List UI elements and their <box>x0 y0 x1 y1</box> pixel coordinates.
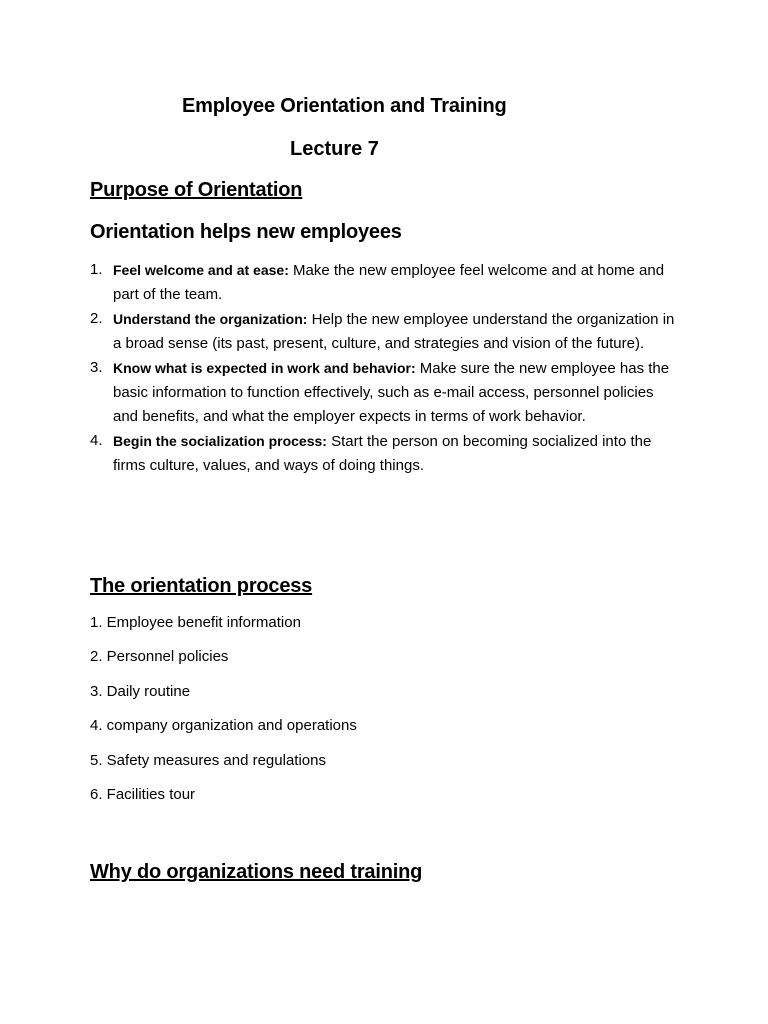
document-title: Employee Orientation and Training <box>182 95 507 117</box>
purpose-item-text: Help the new employee understand the organization in a broad sense (its past, present, culture, and strategies and vision of the future). <box>113 311 675 352</box>
process-item: 6. Facilities tour <box>90 785 196 803</box>
process-item: 1. Employee benefit information <box>90 614 301 631</box>
purpose-heading: Purpose of Orientation <box>90 179 303 201</box>
process-heading: The orientation process <box>90 575 313 597</box>
purpose-item-number: 1. <box>90 261 103 278</box>
training-heading: Why do organizations need training <box>90 861 423 883</box>
purpose-item <box>90 356 680 429</box>
process-item: 4. company organization and operations <box>90 717 357 735</box>
purpose-item-number: 2. <box>90 310 103 327</box>
purpose-item <box>90 429 680 478</box>
process-item: 3. Daily routine <box>90 682 191 700</box>
purpose-item-text: Make sure the new employee has the basic information to function effectively, such as e-mail access, personnel policies and benefits, and what the employer expects in terms of work behavior. <box>113 360 670 425</box>
purpose-item-number: 4. <box>90 432 103 449</box>
purpose-item-term: Feel welcome and at ease: <box>113 262 289 278</box>
purpose-item-term: Know what is expected in work and behavior: <box>113 360 416 376</box>
purpose-item-text: Start the person on becoming socialized into the firms culture, values, and ways of doing things. <box>113 433 652 474</box>
process-item: 2. Personnel policies <box>90 648 229 666</box>
purpose-item-number: 3. <box>90 359 103 376</box>
purpose-list <box>90 258 680 478</box>
purpose-item-term: Understand the organization: <box>113 311 308 327</box>
helps-heading: Orientation helps new employees <box>90 221 402 243</box>
lecture-subtitle: Lecture 7 <box>290 138 379 160</box>
purpose-item-term: Begin the socialization process: <box>113 433 327 449</box>
process-item: 5. Safety measures and regulations <box>90 751 326 769</box>
purpose-item-text: Make the new employee feel welcome and at home and part of the team. <box>113 262 665 303</box>
purpose-item <box>90 258 680 307</box>
purpose-item <box>90 307 680 356</box>
process-list <box>90 612 357 818</box>
